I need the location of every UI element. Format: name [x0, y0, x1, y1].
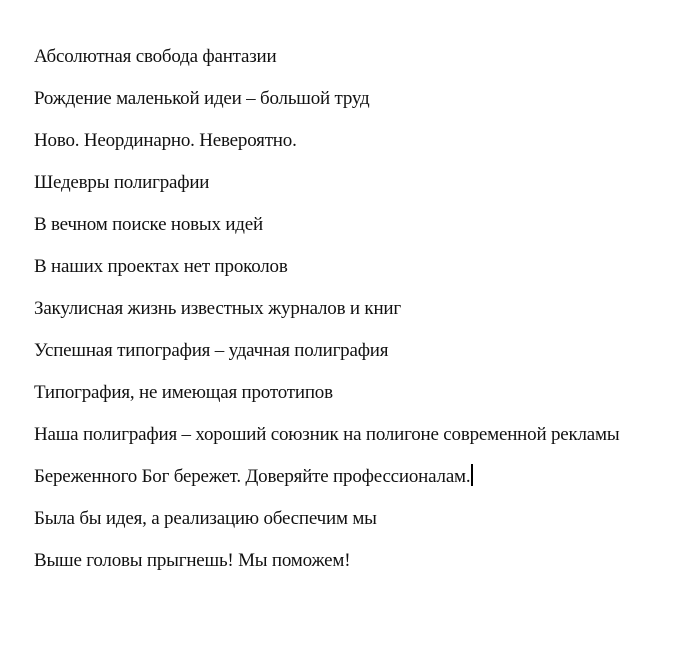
paragraph[interactable]: В вечном поиске новых идей — [34, 214, 263, 235]
paragraph[interactable]: Была бы идея, а реализацию обеспечим мы — [34, 508, 377, 529]
paragraph-text: Береженного Бог бережет. Доверяйте профессионалам. — [34, 466, 471, 487]
paragraph-with-cursor[interactable] — [34, 464, 654, 490]
paragraph[interactable]: Наша полиграфия – хороший союзник на полигоне современной рекламы — [34, 424, 620, 445]
paragraph[interactable]: Закулисная жизнь известных журналов и книг — [34, 298, 401, 319]
paragraph[interactable]: В наших проектах нет проколов — [34, 256, 288, 277]
paragraph[interactable]: Выше головы прыгнешь! Мы поможем! — [34, 550, 351, 571]
paragraph[interactable]: Ново. Неординарно. Невероятно. — [34, 130, 297, 151]
paragraph[interactable]: Абсолютная свобода фантазии — [34, 46, 277, 67]
document-body[interactable] — [34, 44, 654, 590]
paragraph[interactable]: Типография, не имеющая прототипов — [34, 382, 333, 403]
paragraph[interactable]: Шедевры полиграфии — [34, 172, 210, 193]
paragraph[interactable]: Рождение маленькой идеи – большой труд — [34, 88, 370, 109]
paragraph[interactable]: Успешная типография – удачная полиграфия — [34, 340, 389, 361]
text-cursor — [471, 464, 473, 486]
